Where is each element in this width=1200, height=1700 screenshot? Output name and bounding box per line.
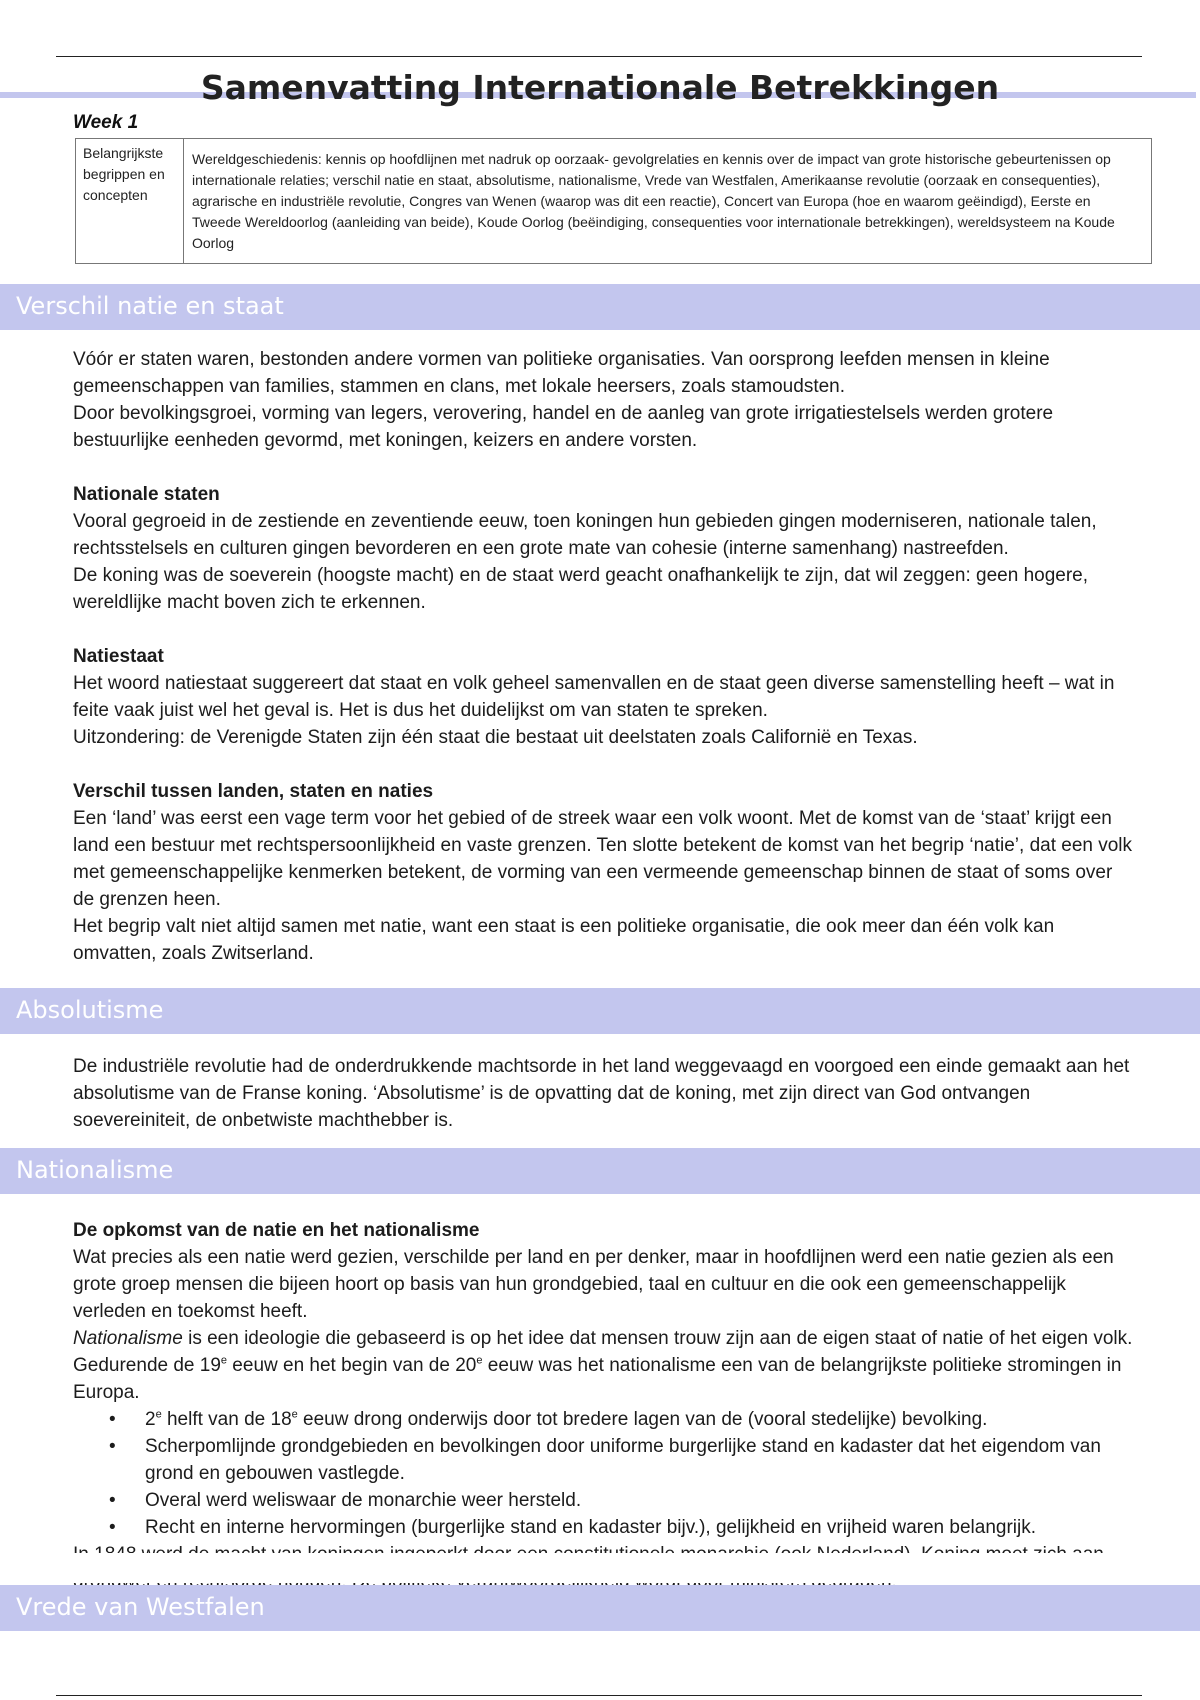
subheading-verschil: Verschil tussen landen, staten en naties bbox=[73, 781, 434, 802]
paragraph: Het woord natiestaat suggereert dat staat en volk geheel samenvallen en de staat geen diverse samenstelling heeft – wat in feite vaak juist wel het geval is. Het is dus het duidelijkst om van staten te spreken. bbox=[73, 673, 1115, 721]
section-body-natie-staat bbox=[73, 346, 1133, 967]
list-item: • Overal werd weliswaar de monarchie weer hersteld. bbox=[73, 1487, 1133, 1514]
bullet-icon: • bbox=[109, 1436, 116, 1457]
paragraph: Uitzondering: de Verenigde Staten zijn één staat die bestaat uit deelstaten zoals Californië en Texas. bbox=[73, 727, 918, 748]
section-heading-natie-staat: Verschil natie en staat bbox=[0, 284, 1200, 330]
subheading-natiestaat: Natiestaat bbox=[73, 646, 164, 667]
list-item: • Scherpomlijnde grondgebieden en bevolkingen door uniforme burgerlijke stand en kadaster dat het eigendom van grond en gebouwen vastlegde. bbox=[73, 1433, 1133, 1487]
section-heading-absolutisme: Absolutisme bbox=[0, 988, 1200, 1034]
section-body-nationalisme bbox=[73, 1217, 1133, 1595]
bottom-rule bbox=[56, 1695, 1142, 1696]
subheading-opkomst: De opkomst van de natie en het nationalisme bbox=[73, 1220, 480, 1241]
page-title: Samenvatting Internationale Betrekkingen bbox=[200, 68, 1000, 107]
top-rule bbox=[56, 56, 1142, 57]
section-heading-nationalisme: Nationalisme bbox=[0, 1148, 1200, 1194]
subheading-nationale-staten: Nationale staten bbox=[73, 484, 220, 505]
concepts-table bbox=[75, 138, 1152, 264]
week-label: Week 1 bbox=[73, 112, 139, 133]
paragraph: Vooral gegroeid in de zestiende en zeventiende eeuw, toen koningen hun gebieden gingen moderniseren, nationale talen, rechtsstelsels en culturen gingen bevorderen en een grote mate van cohesie (interne samenhang) nastreefden. bbox=[73, 511, 1097, 559]
concepts-table-label: Belangrijkste begrippen en concepten bbox=[76, 139, 184, 263]
paragraph: Door bevolkingsgroei, vorming van legers, verovering, handel en de aanleg van grote irrigatiestelsels werden grotere bestuurlijke eenheden gevormd, met koningen, keizers en andere vorsten. bbox=[73, 403, 1054, 451]
paragraph: De industriële revolutie had de onderdrukkende machtsorde in het land weggevaagd en voorgoed een einde gemaakt aan het absolutisme van de Franse koning. ‘Absolutisme’ is de opvatting dat de koning, met zijn direct van God ontvangen soevereiniteit, de onbetwiste machthebber is. bbox=[73, 1056, 1130, 1131]
paragraph: Een ‘land’ was eerst een vage term voor het gebied of de streek waar een volk woont. Met de komst van de ‘staat’ krijgt een land een bestuur met rechtspersoonlijkheid en vaste grenzen. Ten slotte betekent de komst van het begrip ‘natie’, dat een volk met gemeenschappelijke kenmerken betekent, de vorming van een vermeende gemeenschap binnen de staat of soms over de grenzen heen. bbox=[73, 808, 1133, 910]
list-item: • Recht en interne hervormingen (burgerlijke stand en kadaster bijv.), gelijkheid en vrijheid waren belangrijk. bbox=[73, 1514, 1133, 1541]
section-heading-westfalen: Vrede van Westfalen bbox=[0, 1585, 1200, 1631]
term-nationalisme: Nationalisme bbox=[73, 1328, 183, 1349]
list-item: • 2e helft van de 18e eeuw drong onderwijs door tot bredere lagen van de (vooral stedelijke) bevolking. bbox=[73, 1406, 1133, 1433]
paragraph: Nationalisme is een ideologie die gebaseerd is op het idee dat mensen trouw zijn aan de eigen staat of natie of het eigen volk. Gedurende de 19e eeuw en het begin van de 20e eeuw was het nationalisme een van de belangrijkste politieke stromingen in Europa. bbox=[73, 1328, 1133, 1403]
page-clip bbox=[0, 1553, 1200, 1583]
bullet-list bbox=[73, 1406, 1133, 1541]
paragraph: De koning was de soeverein (hoogste macht) en de staat werd geacht onafhankelijk te zijn, dat wil zeggen: geen hogere, wereldlijke macht boven zich te erkennen. bbox=[73, 565, 1089, 613]
bullet-icon: • bbox=[109, 1409, 116, 1430]
section-body-absolutisme bbox=[73, 1053, 1133, 1134]
paragraph: Het begrip valt niet altijd samen met natie, want een staat is een politieke organisatie, die ook meer dan één volk kan omvatten, zoals Zwitserland. bbox=[73, 916, 1055, 964]
paragraph: Wat precies als een natie werd gezien, verschilde per land en per denker, maar in hoofdlijnen werd een natie gezien als een grote groep mensen die bijeen hoort op basis van hun grondgebied, taal en cultuur en die ook een gemeenschappelijk verleden en toekomst heeft. bbox=[73, 1247, 1114, 1322]
concepts-table-text: Wereldgeschiedenis: kennis op hoofdlijnen met nadruk op oorzaak- gevolgrelaties en kennis over de impact van grote historische gebeurtenissen op internationale relaties; verschil natie en staat, absolutisme, nationalisme, Vrede van Westfalen, Amerikaanse revolutie (oorzaak en consequenties), agrarische en industriële revolutie, Congres van Wenen (waarop was dit een reactie), Concert van Europa (hoe en waarom geëindigd), Eerste en Tweede Wereldoorlog (aanleiding van beide), Koude Oorlog (beëindiging, consequenties voor internationale betrekkingen), wereldsysteem na Koude Oorlog bbox=[192, 151, 1115, 251]
bullet-icon: • bbox=[109, 1490, 116, 1511]
paragraph: Vóór er staten waren, bestonden andere vormen van politieke organisaties. Van oorsprong leefden mensen in kleine gemeenschappen van families, stammen en clans, met lokale heersers, zoals stamoudsten. bbox=[73, 349, 1050, 397]
bullet-icon: • bbox=[109, 1517, 116, 1538]
